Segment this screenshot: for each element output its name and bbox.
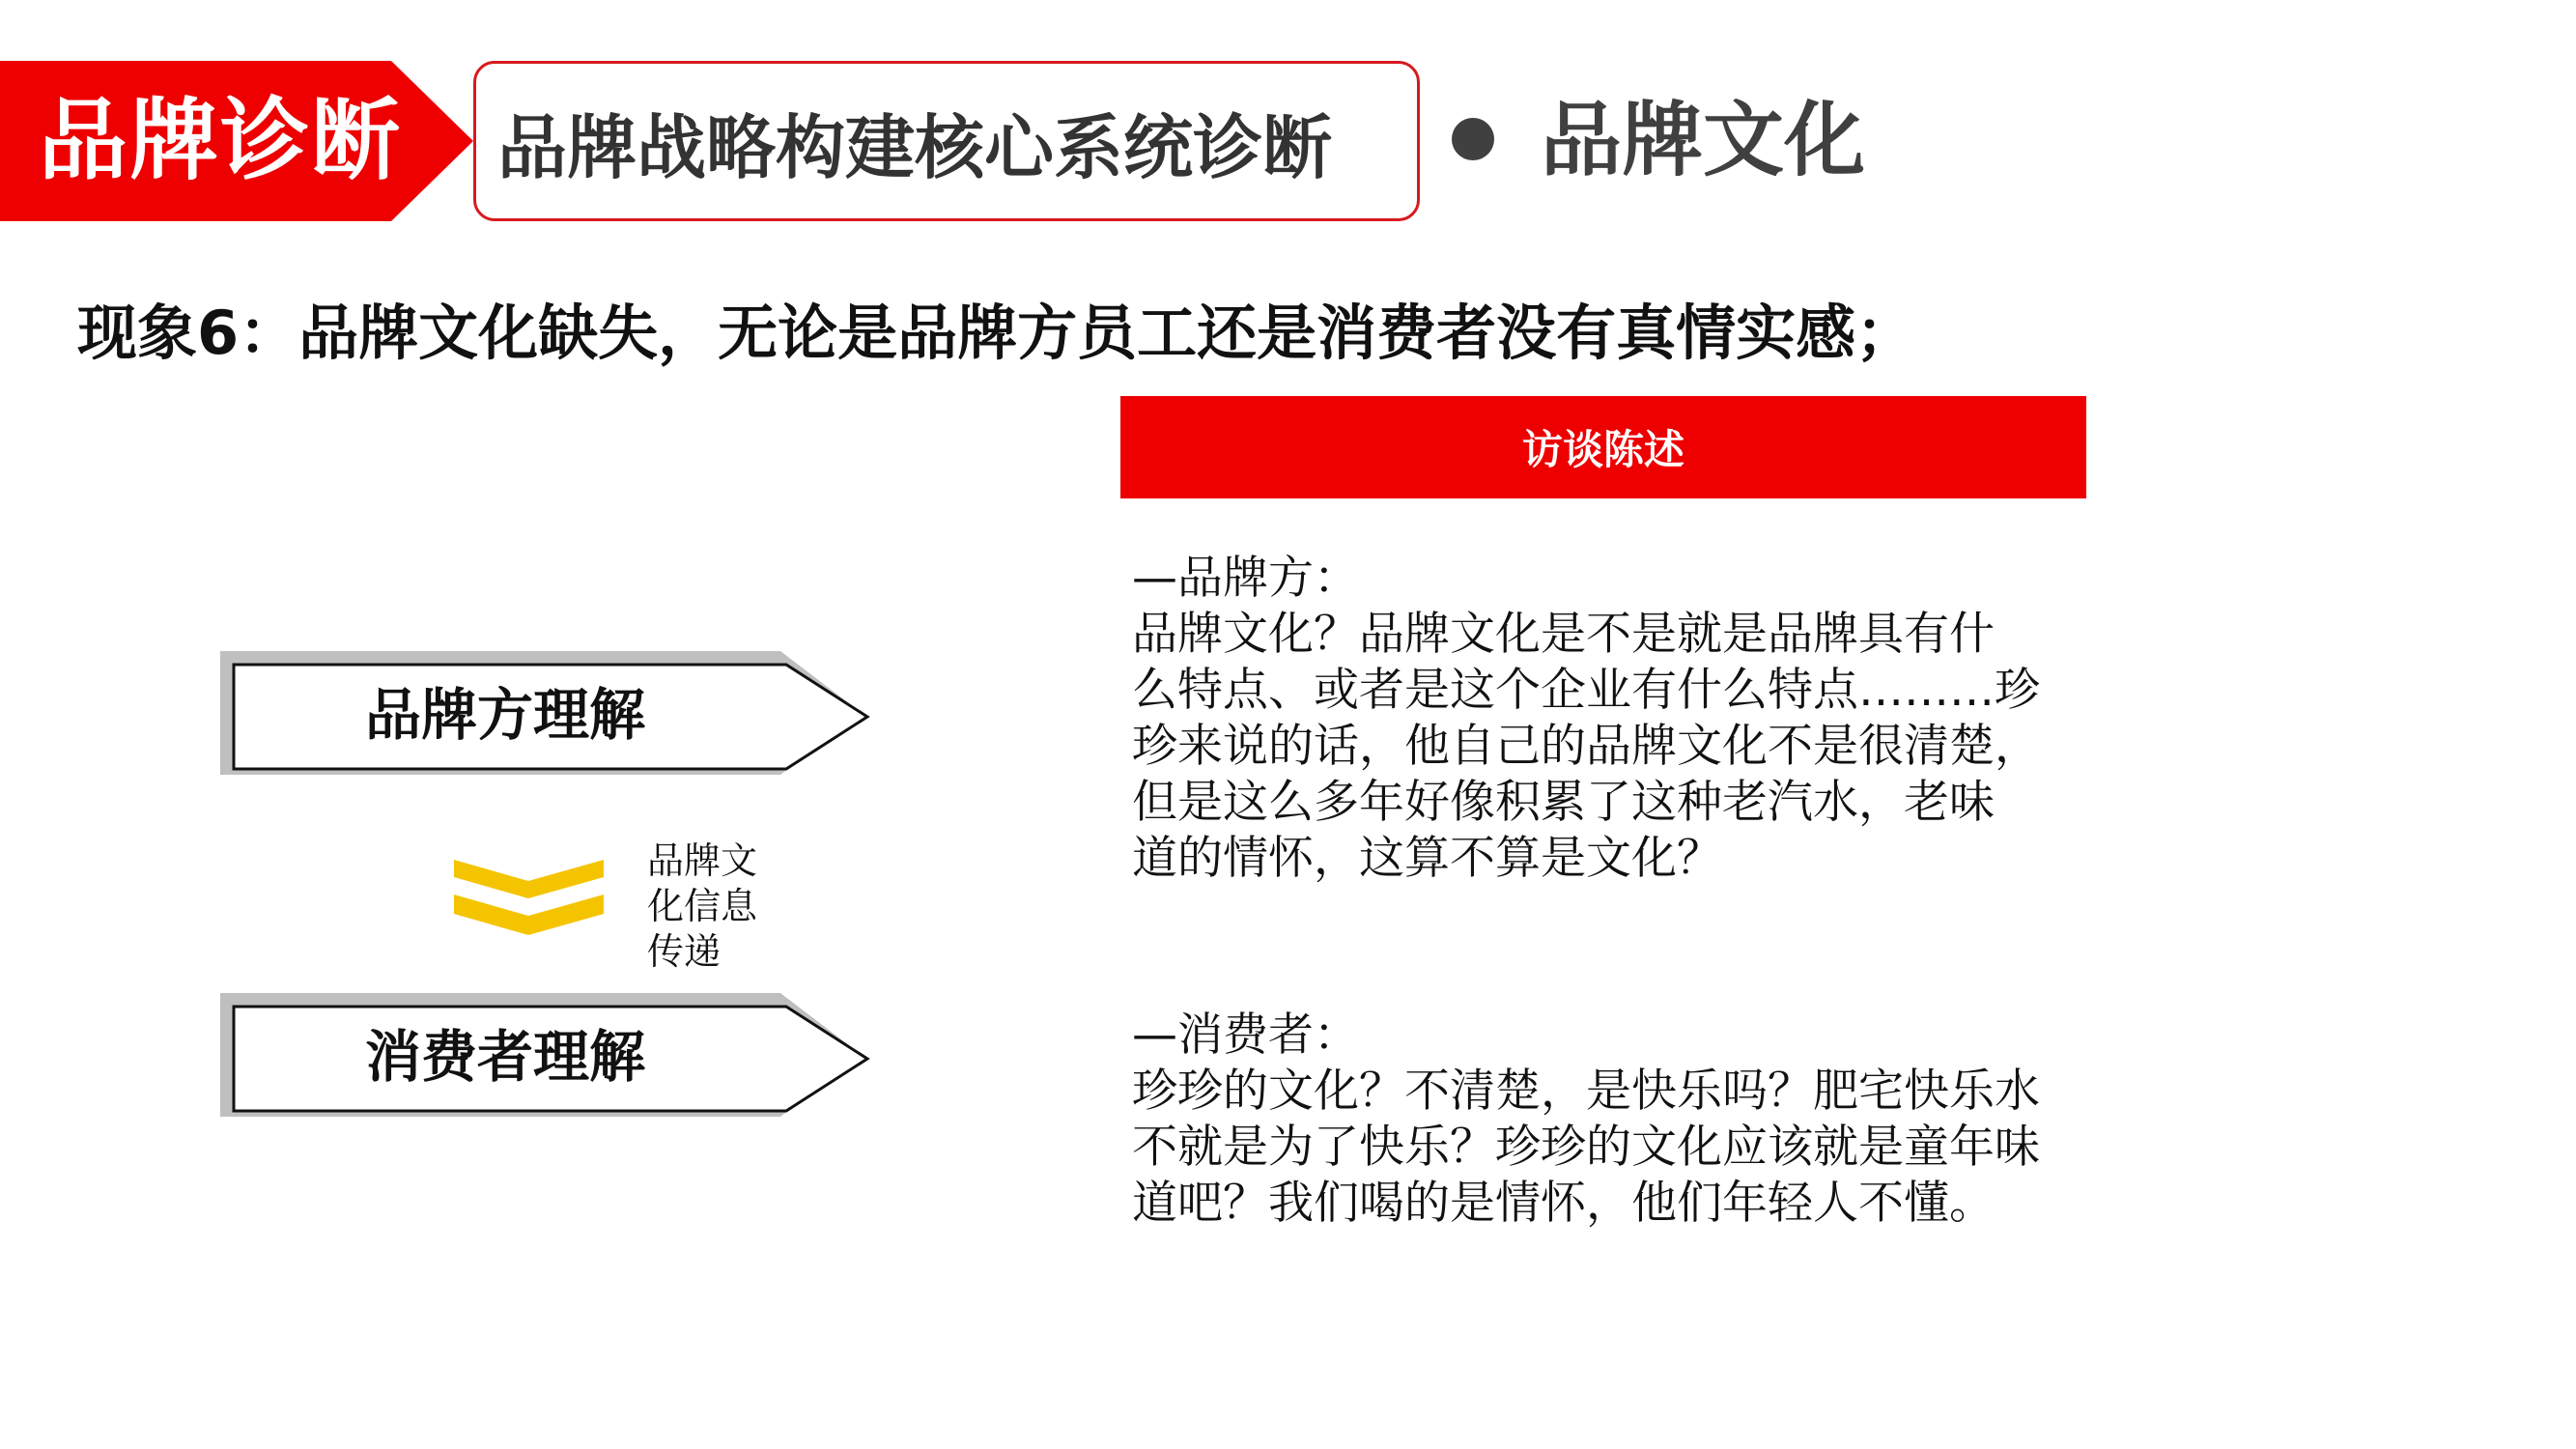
interview-banner (1120, 396, 2086, 498)
consumer-understanding-arrow (220, 991, 877, 1119)
brand-understanding-label: 品牌方理解 (364, 682, 645, 748)
bullet-dot-icon (1452, 118, 1494, 160)
brand-understanding-arrow (220, 649, 877, 777)
section-title: 品牌文化 (1541, 93, 1866, 187)
quote-line: —消费者： (1132, 1009, 1359, 1062)
info-transfer-label (647, 838, 792, 975)
quote-line: 么特点、或者是这个企业有什么特点………珍 (1132, 664, 2040, 717)
quote-line: 珍来说的话，他自己的品牌文化不是很清楚， (1132, 720, 2040, 773)
quote-line: 道吧？我们喝的是情怀，他们年轻人不懂。 (1132, 1177, 1995, 1230)
quote-line: 珍珍的文化？不清楚，是快乐吗？肥宅快乐水 (1132, 1065, 2040, 1118)
chevron-down-icon (454, 860, 604, 937)
transfer-line: 化信息 (647, 885, 758, 927)
quote-line: 道的情怀，这算不算是文化？ (1132, 832, 1722, 885)
consumer-understanding-label: 消费者理解 (364, 1024, 645, 1090)
brand-quote (1132, 551, 2127, 887)
quote-line: —品牌方： (1132, 552, 1359, 605)
quote-line: 品牌文化？品牌文化是不是就是品牌具有什 (1132, 608, 1995, 661)
header-title-box (473, 61, 1420, 221)
phenomenon-statement: 现象6：品牌文化缺失，无论是品牌方员工还是消费者没有真情实感； (77, 298, 1916, 368)
tag-label: 品牌诊断 (39, 89, 403, 192)
header-title: 品牌战略构建核心系统诊断 (497, 107, 1333, 188)
quote-line: 不就是为了快乐？珍珍的文化应该就是童年味 (1132, 1121, 2040, 1174)
section-tag (0, 61, 473, 221)
transfer-line: 传递 (647, 930, 722, 973)
consumer-quote (1132, 1008, 2127, 1232)
quote-line: 但是这么多年好像积累了这种老汽水，老味 (1132, 776, 1995, 829)
banner-label: 访谈陈述 (1521, 426, 1684, 473)
transfer-line: 品牌文 (647, 839, 758, 882)
